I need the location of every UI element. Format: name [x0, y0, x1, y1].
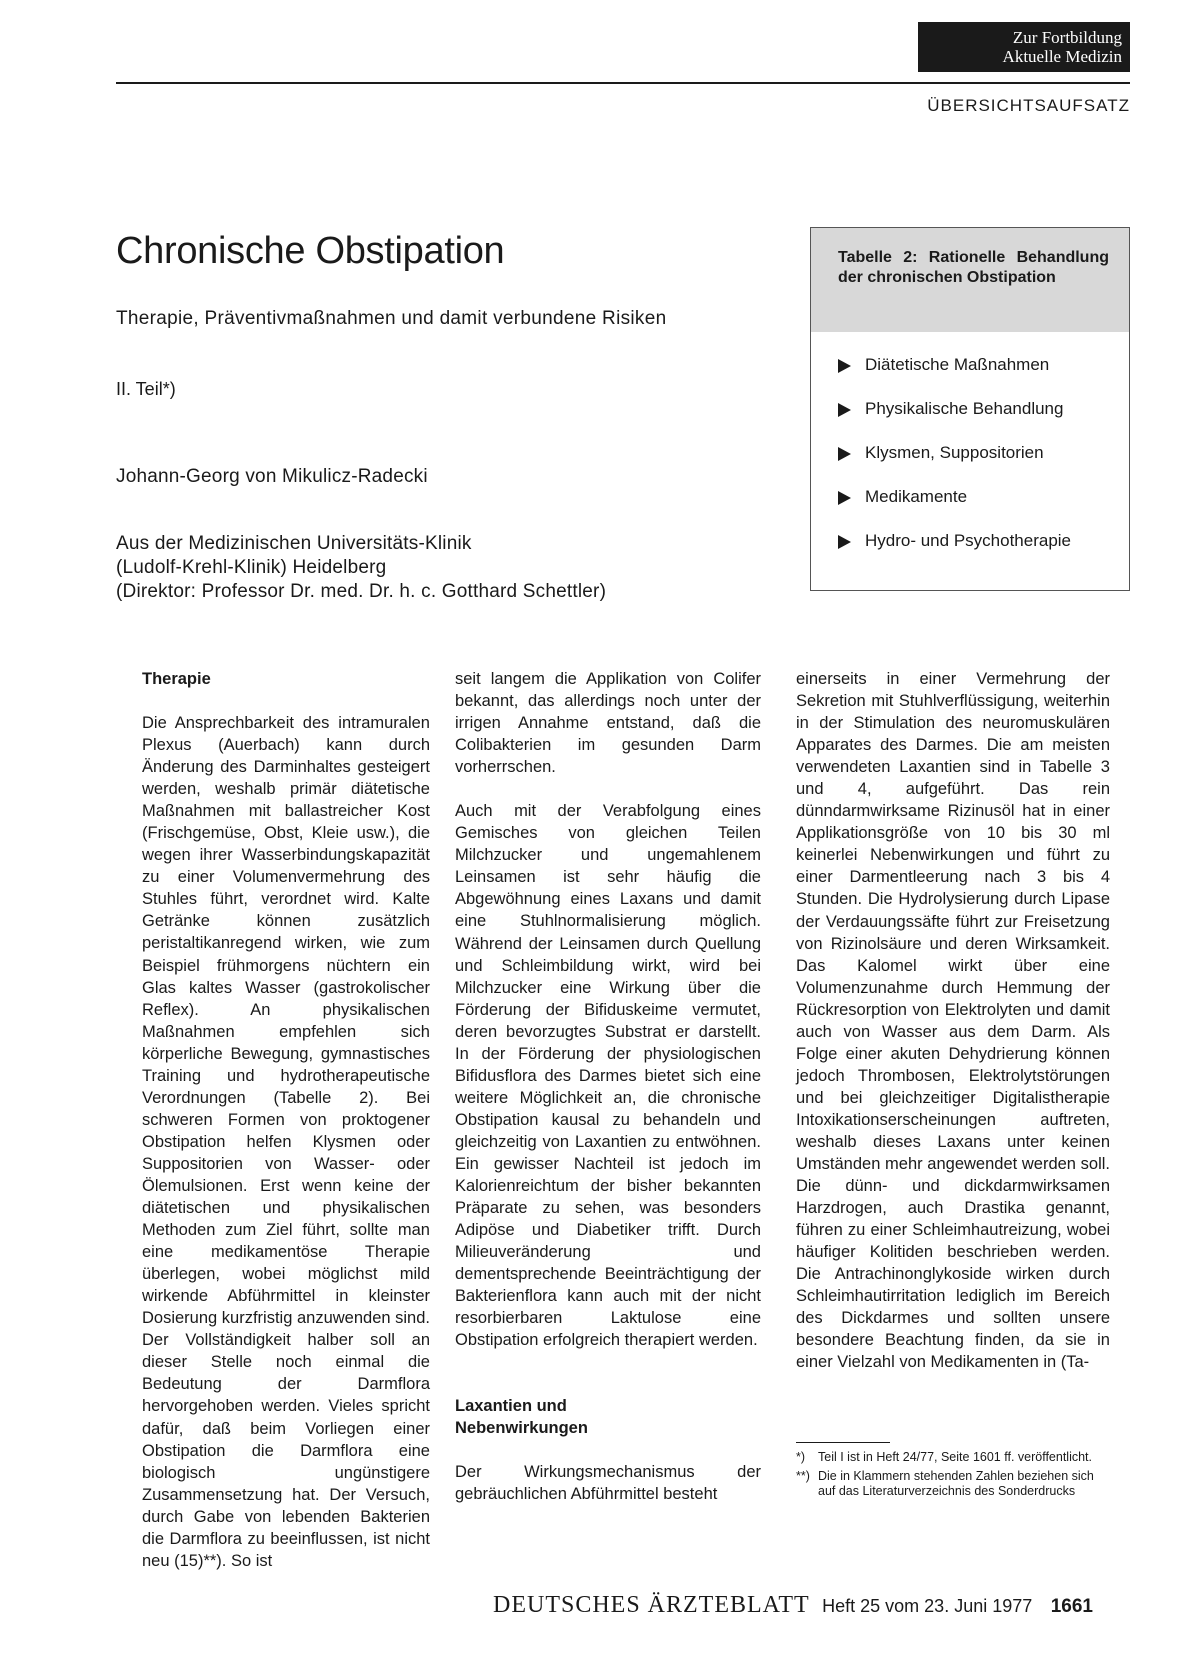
- issue-info: Heft 25 vom 23. Juni 1977: [822, 1596, 1033, 1616]
- triangle-bullet-icon: [838, 535, 851, 549]
- article-title: Chronische Obstipation: [116, 230, 505, 272]
- table-2-heading: Tabelle 2: Rationelle Behandlung der chronischen Obstipation: [811, 228, 1129, 332]
- paragraph: Die Ansprechbarkeit des intramuralen Plexus (Auerbach) kann durch Änderung des Darminhaltes gesteigert werden, weshalb primär diätetische Maßnahmen mit ballastreicher Kost (Frischgemüse, Obst, Kleie usw.), die wegen ihrer Wasserbindungskapazität zu einer Volumenvermehrung des Stuhles führt, verordnet wird. Kalte Getränke können zusätzlich peristaltikanregend wirken, wie zum Beispiel frühmorgens nüchtern ein Glas kaltes Wasser (gastrokolischer Reflex). An physikalischen Maßnahmen empfehlen sich körperliche Bewegung, gymnastisches Training und hydrotherapeutische Verordnungen (Tabelle 2). Bei schweren Formen von proktogener Obstipation helfen Klysmen oder Suppositorien von Wasser- oder Ölemulsionen. Erst wenn keine der diätetischen und physikalischen Methoden zum Ziel führt, sollte man eine medikamentöse Therapie überlegen, wobei möglichst mild wirkende Abführmittel in kleinster Dosierung kurzfristig anzuwenden sind. Der Vollständigkeit halber soll an dieser Stelle noch einmal die Bedeutung der Darmflora hervorgehoben werden. Vieles spricht dafür, daß beim Vorliegen einer Obstipation die Darmflora eine biologisch ungünstigere Zusammensetzung hat. Der Versuch, durch Gabe von lebenden Bakterien die Darmflora zu beeinflussen, ist nicht neu (15)**). So ist: [142, 714, 430, 1570]
- page-footer: [493, 1592, 1130, 1620]
- article-part: II. Teil*): [116, 379, 176, 399]
- list-item: Diätetische Maßnahmen: [838, 354, 1118, 398]
- journal-name: DEUTSCHES ÄRZTEBLATT: [493, 1592, 810, 1618]
- paragraph: Der Wirkungsmechanismus der gebräuchlichen Abführmittel besteht: [455, 1463, 761, 1504]
- paragraph: Auch mit der Verabfolgung eines Gemisches von gleichen Teilen Milchzucker und ungemahlenem Leinsamen ist sehr häufig die Abgewöhnung eines Laxans und damit eine Stuhlnormalisierung möglich. Während der Leinsamen durch Quellung und Schleimbildung wirkt, wird bei Milchzucker eine Wirkung über die Förderung der Bifiduskeime vermutet, deren bevorzugtes Substrat er darstellt. In der Förderung der physiologischen Bifidusflora des Darmes bietet sich eine weitere Möglichkeit an, die chronische Obstipation kausal zu behandeln und gleichzeitig von Laxantien zu entwöhnen. Ein gewisser Nachteil ist jedoch im Kalorienreichtum der bisher bekannten Präparate zu sehen, was besonders Adipöse und Diabetiker trifft. Durch Milieuveränderung und dementsprechende Beeinträchtigung der Bakterienflora kann auch mit der nicht resorbierbaren Laktulose eine Obstipation erfolgreich therapiert werden.: [455, 802, 761, 1350]
- body-column-2: [455, 668, 761, 1506]
- list-item: Hydro- und Psychotherapie: [838, 530, 1118, 574]
- triangle-bullet-icon: [838, 447, 851, 461]
- list-item: Medikamente: [838, 486, 1118, 530]
- section-heading-therapie: Therapie: [142, 670, 211, 688]
- badge-line-1: Zur Fortbildung: [1012, 28, 1122, 47]
- affiliation-line: (Direktor: Professor Dr. med. Dr. h. c. Gotthard Schettler): [116, 581, 607, 602]
- affiliation-line: (Ludolf-Krehl-Klinik) Heidelberg: [116, 557, 387, 578]
- triangle-bullet-icon: [838, 403, 851, 417]
- affiliation: [116, 532, 606, 604]
- section-label: ÜBERSICHTSAUFSATZ: [927, 96, 1130, 115]
- header-rule: [116, 82, 1130, 84]
- footnotes: [796, 1450, 1110, 1503]
- footnote: **) Die in Klammern stehenden Zahlen beziehen sich auf das Literaturverzeichnis des Sonderdrucks: [796, 1469, 1094, 1498]
- body-column-1: [142, 668, 430, 1572]
- triangle-bullet-icon: [838, 491, 851, 505]
- table-2-box: [810, 227, 1130, 591]
- author-name: Johann-Georg von Mikulicz-Radecki: [116, 466, 428, 487]
- paragraph: seit langem die Applikation von Colifer bekannt, das allerdings noch unter der irrigen Annahme entstand, daß die Colibakterien im gesunden Darm vorherrschen.: [455, 670, 761, 777]
- paragraph: einerseits in einer Vermehrung der Sekretion mit Stuhlverflüssigung, weiterhin in der Stimulation des neuromuskulären Apparates des Darmes. Die am meisten verwendeten Laxantien sind in Tabelle 3 und 4, aufgeführt. Das rein dünndarmwirksame Rizinusöl hat in einer Applikationsgröße von 10 bis 30 ml keinerlei Nebenwirkungen und führt zu einer Darmentleerung nach 3 bis 4 Stunden. Die Hydrolysierung durch Lipase der Verdauungssäfte führt zur Freisetzung von Rizinolsäure und deren Wirksamkeit. Das Kalomel wirkt über eine Volumenzunahme durch Hemmung der Rückresorption von Elektrolyten und damit auch von Wasser aus dem Darm. Als Folge einer akuten Dehydrierung können jedoch Thrombosen, Elektrolytstörungen und bei gleichzeitiger Digitalistherapie Intoxikationserscheinungen auftreten, weshalb dieses Laxans unter keinen Umständen mehr angewendet werden soll. Die dünn- und dickdarmwirksamen Harzdrogen, auch Drastika genannt, führen zu einer Schleimhautreizung, wobei häufiger Kolitiden beschrieben werden. Die Antrachinonglykoside wirken durch Schleimhautirritation lediglich im Bereich des Dickdarmes und sollten unsere besondere Beachtung finden, da sie in einer Vielzahl von Medikamenten in (Ta-: [796, 670, 1110, 1372]
- body-column-3: [796, 668, 1110, 1374]
- table-2-list: [838, 354, 1118, 574]
- section-badge: [918, 22, 1130, 72]
- list-item: Physikalische Behandlung: [838, 398, 1118, 442]
- footnote: *) Teil I ist in Heft 24/77, Seite 1601 ff. veröffentlicht.: [796, 1450, 1092, 1464]
- page-number: 1661: [1050, 1596, 1093, 1617]
- list-item: Klysmen, Suppositorien: [838, 442, 1118, 486]
- section-heading-laxantien: Laxantien und Nebenwirkungen: [455, 1397, 588, 1438]
- triangle-bullet-icon: [838, 359, 851, 373]
- badge-line-2: Aktuelle Medizin: [1002, 47, 1122, 66]
- article-subtitle: Therapie, Präventivmaßnahmen und damit verbundene Risiken: [116, 308, 667, 329]
- affiliation-line: Aus der Medizinischen Universitäts-Klinik: [116, 533, 472, 554]
- footnote-rule: [796, 1442, 890, 1443]
